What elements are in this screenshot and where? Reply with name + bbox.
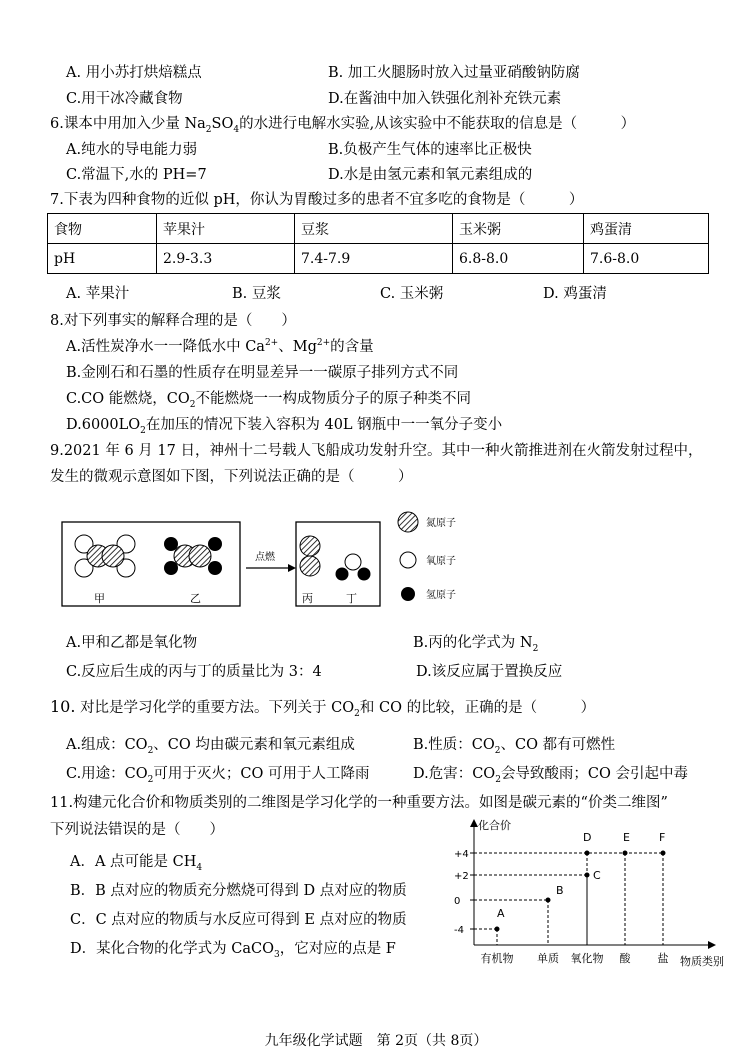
label-jia: 甲 <box>94 592 105 605</box>
nitrogen-atom-icon <box>398 512 418 532</box>
point-label: E <box>623 831 630 844</box>
oxygen-atom-icon <box>400 552 416 568</box>
q5-option-b: B. 加工火腿肠时放入过量亚硝酸钠防腐 <box>328 65 580 81</box>
x-tick-label: 单质 <box>537 952 559 965</box>
table-cell: 2.9-3.3 <box>157 244 295 274</box>
q5-option-a: A. 用小苏打烘焙糕点 <box>66 65 202 81</box>
chart-point <box>661 851 666 856</box>
label-yi: 乙 <box>190 592 201 605</box>
chart-ylabel: 化合价 <box>478 819 511 832</box>
molecule-ding <box>336 554 371 581</box>
q6-stem: 6.课本中用加入少量 $Na_2SO_4$的水进行电解水实验,从该实验中不能获取的信息是（ ） <box>50 116 636 135</box>
chart-point <box>495 927 500 932</box>
valence-class-chart <box>440 815 730 973</box>
table-cell: 玉米粥 <box>453 214 584 244</box>
hydrogen-atom-icon <box>401 587 415 601</box>
point-label: F <box>659 831 666 844</box>
q9-option-b: B.丙的化学式为 $N_2$ <box>413 635 539 654</box>
q11-option-b: B．B 点对应的物质充分燃烧可得到 D 点对应的物质 <box>70 883 407 899</box>
q10-stem: 10. 对比是学习化学的重要方法。下列关于 $CO_2$和 CO 的比较，正确的是（ ） <box>50 697 596 719</box>
q8-option-b: B.金刚石和石墨的性质存在明显差异一一碳原子排列方式不同 <box>66 365 459 381</box>
q10-option-b: B.性质：$CO_2$、CO 都有可燃性 <box>413 737 616 756</box>
table-cell: 豆浆 <box>295 214 453 244</box>
table-row <box>48 214 709 244</box>
q8-stem: 8.对下列事实的解释合理的是（ ） <box>50 313 296 329</box>
molecule-jia <box>75 535 135 577</box>
q7-option-b: B. 豆浆 <box>232 286 281 302</box>
table-cell: 7.4-7.9 <box>295 244 453 274</box>
q6-option-a: A.纯水的导电能力弱 <box>66 142 198 158</box>
q10-option-c: C.用途：$CO_2$可用于灭火；CO 可用于人工降雨 <box>66 766 370 785</box>
table-cell: 鸡蛋清 <box>584 214 709 244</box>
page-footer: 九年级化学试题 第 2页（共 8页） <box>264 1033 488 1049</box>
legend-hydrogen: 氢原子 <box>426 590 456 601</box>
molecule-bing <box>300 536 320 576</box>
point-label: B <box>556 884 564 897</box>
q7-option-d: D. 鸡蛋清 <box>543 286 607 302</box>
chart-point <box>546 898 551 903</box>
q11-stem-line1: 11.构建元化合价和物质类别的二维图是学习化学的一种重要方法。如图是碳元素的“价类二维图” <box>50 795 668 811</box>
label-bing: 丙 <box>302 592 313 605</box>
q6-option-c: C.常温下,水的 PH=7 <box>66 167 207 183</box>
table-cell: 6.8-8.0 <box>453 244 584 274</box>
table-cell: 苹果汁 <box>157 214 295 244</box>
q9-option-c: C.反应后生成的丙与丁的质量比为 3：4 <box>66 664 322 680</box>
table-cell: pH <box>48 244 157 274</box>
q8-option-c: C.CO 能燃烧，$CO_2$不能燃烧一一构成物质分子的原子种类不同 <box>66 391 471 410</box>
y-tick-label: +2 <box>454 871 469 882</box>
q8-option-a: A.活性炭净水一一降低水中 $Ca^{2+}$、$Mg^{2+}$的含量 <box>66 338 374 355</box>
arrow-label: 点燃 <box>255 552 275 563</box>
legend-oxygen: 氧原子 <box>426 556 456 567</box>
x-tick-label: 氧化物 <box>570 952 604 965</box>
q9-option-a: A.甲和乙都是氧化物 <box>66 635 198 651</box>
y-tick-label: 0 <box>454 896 461 907</box>
x-tick-label: 有机物 <box>480 952 514 965</box>
q11-option-c: C．C 点对应的物质与水反应可得到 E 点对应的物质 <box>70 912 407 928</box>
q7-stem: 7.下表为四种食物的近似 pH，你认为胃酸过多的患者不宜多吃的食物是（ ） <box>50 192 584 208</box>
y-tick-label: +4 <box>454 849 469 860</box>
table-cell: 7.6-8.0 <box>584 244 709 274</box>
x-tick-label: 酸 <box>619 952 631 965</box>
chart-xlabel: 物质类别 <box>680 955 724 968</box>
q9-stem-line1: 9.2021 年 6 月 17 日，神州十二号载人飞船成功发射升空。其中一种火箭推进剂在火箭发射过程中， <box>50 443 703 459</box>
q5-option-c: C.用干冰冷藏食物 <box>66 91 183 107</box>
point-label: A <box>497 907 505 920</box>
point-label: D <box>583 831 592 844</box>
q6-option-b: B.负极产生气体的速率比正极快 <box>328 142 532 158</box>
reaction-diagram <box>60 508 500 610</box>
q7-option-a: A. 苹果汁 <box>66 286 130 302</box>
y-tick-label: -4 <box>454 925 464 936</box>
q11-option-d: D．某化合物的化学式为 CaCO$_3$，它对应的点是 F <box>70 941 396 960</box>
q6-option-d: D.水是由氢元素和氧元素组成的 <box>328 167 533 183</box>
food-ph-table <box>47 213 709 274</box>
q11-option-a: A．A 点可能是 $CH_4$ <box>70 854 203 873</box>
q10-option-a: A.组成：$CO_2$、CO 均由碳元素和氧元素组成 <box>66 737 355 756</box>
table-cell: 食物 <box>48 214 157 244</box>
point-label: C <box>593 869 601 882</box>
q8-option-d: $D.6000LO_2$在加压的情况下装入容积为 40L 钢瓶中一一氧分子变小 <box>66 417 503 436</box>
molecule-yi <box>164 537 222 575</box>
q10-option-d: D.危害：$CO_2$会导致酸雨；CO 会引起中毒 <box>413 766 689 785</box>
legend-nitrogen: 氮原子 <box>426 518 456 529</box>
q5-option-d: D.在酱油中加入铁强化剂补充铁元素 <box>328 91 562 107</box>
q7-option-c: C. 玉米粥 <box>380 286 444 302</box>
q11-stem-line2: 下列说法错误的是（ ） <box>50 822 224 838</box>
x-tick-label: 盐 <box>657 952 669 965</box>
label-ding: 丁 <box>346 592 357 605</box>
q9-option-d: D.该反应属于置换反应 <box>416 664 563 680</box>
table-row <box>48 244 709 274</box>
q9-stem-line2: 发生的微观示意图如下图，下列说法正确的是（ ） <box>50 469 413 485</box>
